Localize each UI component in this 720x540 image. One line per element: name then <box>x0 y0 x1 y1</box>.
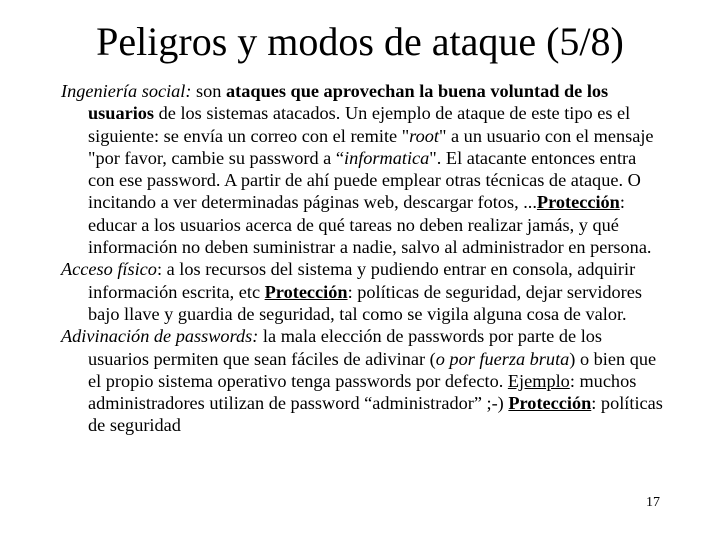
proteccion-label: Protección <box>264 281 348 302</box>
text-segment: : muchos administradores utilizan de password “administrador” ;-) <box>88 370 637 414</box>
italic-informatica: informatica <box>343 147 430 168</box>
italic-fuerza-bruta: o por fuerza bruta <box>435 348 570 369</box>
text-segment: : políticas de seguridad <box>88 393 663 436</box>
page-number: 17 <box>646 495 660 510</box>
bold-definition: ataques que aprovechan la buena voluntad de los usuarios <box>88 81 609 124</box>
text-segment: son <box>191 81 227 101</box>
term-adivinacion-passwords: Adivinación de passwords: <box>61 326 259 347</box>
text-segment: la mala elección de passwords por parte de los usuarios permiten que sean fáciles de adivinar ( <box>88 326 603 369</box>
paragraph-ingenieria-social <box>61 80 665 258</box>
slide-title: Peligros y modos de ataque (5/8) <box>96 19 624 64</box>
text-segment: : políticas de seguridad, dejar servidores bajo llave y guardia de seguridad, tal como se vigila alguna cosa de valor. <box>88 281 642 324</box>
slide-body <box>61 80 665 437</box>
text-segment: ". El atacante entonces entra con ese password. A partir de ahí puede emplear otras técnicas de ataque. O incitando a ver determinadas páginas web, descargar fotos, ... <box>88 147 641 213</box>
text-segment: ) o bien que el propio sistema operativo tenga passwords por defecto. <box>88 348 657 391</box>
proteccion-label: Protección <box>508 393 592 414</box>
text-segment: : educar a los usuarios acerca de qué tareas no deben realizar jamás, y qué información no deben suministrar a nadie, salvo al administrador en persona. <box>88 192 652 258</box>
text-segment: " a un usuario con el mensaje "por favor, cambie su password a “ <box>88 125 654 168</box>
italic-root: root <box>409 125 439 146</box>
text-segment: de los sistemas atacados. Un ejemplo de ataque de este tipo es el siguiente: se envía un correo con el remite " <box>88 103 631 146</box>
proteccion-label: Protección <box>536 192 620 213</box>
term-ingenieria-social: Ingeniería social: <box>61 81 192 101</box>
term-acceso-fisico: Acceso físico <box>61 259 157 280</box>
paragraph-adivinacion-passwords <box>61 325 665 436</box>
paragraph-acceso-fisico <box>61 258 665 325</box>
ejemplo-label: Ejemplo <box>507 370 570 391</box>
text-segment: : a los recursos del sistema y pudiendo entrar en consola, adquirir información escrita, etc <box>88 259 636 302</box>
